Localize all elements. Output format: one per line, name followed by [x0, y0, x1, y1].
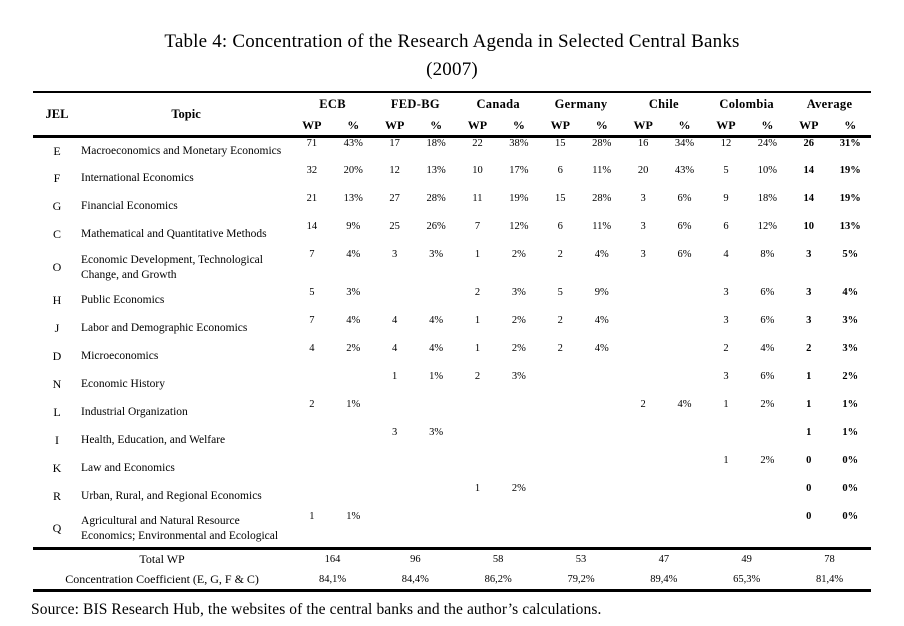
- value-cell: 5%: [842, 248, 859, 260]
- value-cell: [622, 427, 663, 455]
- value-cell: 43%: [343, 138, 363, 150]
- value-cell: 2%: [511, 248, 526, 260]
- header-wp-5: WP: [716, 118, 736, 133]
- value-cell: 6%: [760, 286, 775, 298]
- value-cell: 14: [306, 220, 318, 232]
- header-pct-0: %: [347, 118, 360, 133]
- value-cell: 1: [723, 454, 729, 466]
- value-cell: [664, 371, 705, 399]
- header-pct-3: %: [595, 118, 608, 133]
- header-group-ecb: ECB: [319, 97, 346, 112]
- value-cell: [622, 371, 663, 399]
- topic-label: Labor and Demographic Economics: [81, 322, 248, 335]
- value-cell: 2%: [760, 454, 775, 466]
- value-cell: 3: [723, 370, 729, 382]
- value-cell: 6%: [677, 192, 692, 204]
- value-cell: [581, 427, 622, 455]
- value-cell: 6%: [677, 220, 692, 232]
- value-cell: [415, 399, 456, 427]
- value-cell: 20%: [343, 164, 363, 176]
- table-row-i: [33, 427, 871, 455]
- value-cell: 1%: [346, 398, 361, 410]
- value-cell: [622, 455, 663, 483]
- value-cell: 14: [803, 164, 815, 176]
- value-cell: 2: [557, 314, 563, 326]
- value-cell: 3: [640, 192, 646, 204]
- table-row-d: [33, 343, 871, 371]
- value-cell: 2: [640, 398, 646, 410]
- jel-code: Q: [52, 521, 62, 536]
- value-cell: 2: [557, 248, 563, 260]
- table-title-line1: Table 4: Concentration of the Research Agenda in Selected Central Banks: [164, 31, 740, 52]
- value-cell: [498, 399, 539, 427]
- value-cell: [664, 455, 705, 483]
- value-cell: 14: [803, 192, 815, 204]
- value-cell: 3: [723, 314, 729, 326]
- value-cell: 3: [392, 426, 398, 438]
- value-cell: [540, 455, 581, 483]
- value-cell: 19%: [839, 164, 861, 176]
- jel-code: C: [53, 227, 62, 242]
- value-cell: 2: [723, 342, 729, 354]
- value-cell: 16: [637, 138, 649, 150]
- value-cell: 25: [389, 220, 400, 232]
- value-cell: 1%: [842, 426, 859, 438]
- header-wp-1: WP: [384, 118, 405, 133]
- value-cell: 28%: [426, 192, 446, 204]
- value-cell: 4%: [346, 248, 361, 260]
- value-cell: [498, 511, 539, 549]
- table-row-n: [33, 371, 871, 399]
- research-concentration-table: [33, 91, 871, 592]
- header-group-average: Average: [806, 97, 853, 112]
- value-cell: 10%: [757, 164, 777, 176]
- jel-code: G: [52, 199, 62, 214]
- value-cell: 1%: [842, 398, 859, 410]
- header-wp-6: WP: [799, 118, 819, 133]
- header-row-groups: [33, 92, 871, 116]
- value-cell: [415, 511, 456, 549]
- value-cell: 2%: [511, 482, 526, 494]
- value-cell: [622, 511, 663, 549]
- value-cell: [622, 343, 663, 371]
- concentration-coefficient-row-value: 86,2%: [484, 573, 512, 585]
- value-cell: 18%: [426, 138, 446, 150]
- value-cell: 18%: [757, 192, 777, 204]
- value-cell: 28%: [592, 138, 612, 150]
- value-cell: [705, 483, 746, 511]
- jel-code: L: [53, 405, 61, 420]
- value-cell: [705, 511, 746, 549]
- concentration-coefficient-row-value: 65,3%: [733, 573, 761, 585]
- value-cell: 6: [723, 220, 729, 232]
- value-cell: 1: [309, 510, 315, 522]
- value-cell: 5: [723, 164, 729, 176]
- topic-label: Financial Economics: [81, 200, 178, 213]
- value-cell: 1: [806, 426, 812, 438]
- jel-code: D: [52, 349, 62, 364]
- header-pct-6: %: [844, 118, 857, 133]
- value-cell: 4%: [429, 342, 444, 354]
- value-cell: 10: [472, 164, 483, 176]
- value-cell: 13%: [343, 192, 363, 204]
- value-cell: 6: [557, 164, 563, 176]
- concentration-coefficient-row-label: Concentration Coefficient (E, G, F & C): [65, 571, 259, 586]
- value-cell: [664, 343, 705, 371]
- value-cell: 2%: [511, 314, 526, 326]
- value-cell: 11%: [592, 164, 612, 176]
- header-group-colombia: Colombia: [719, 97, 774, 112]
- header-group-canada: Canada: [476, 97, 520, 112]
- value-cell: 2%: [346, 342, 361, 354]
- value-cell: 1: [723, 398, 729, 410]
- table-title: [0, 0, 904, 83]
- value-cell: [291, 455, 332, 483]
- jel-code: H: [52, 293, 62, 308]
- value-cell: 4%: [677, 398, 692, 410]
- jel-code: N: [52, 377, 62, 392]
- jel-code: I: [55, 433, 59, 448]
- value-cell: [374, 455, 415, 483]
- value-cell: 20: [637, 164, 649, 176]
- jel-code: F: [53, 171, 61, 186]
- value-cell: 6%: [677, 248, 692, 260]
- value-cell: [622, 315, 663, 343]
- jel-code: J: [54, 321, 60, 336]
- header-wp-3: WP: [550, 118, 570, 133]
- value-cell: [747, 511, 788, 549]
- value-cell: 3%: [429, 426, 444, 438]
- value-cell: 34%: [674, 138, 695, 150]
- header-wp-0: WP: [302, 118, 322, 133]
- value-cell: 26%: [426, 220, 446, 232]
- value-cell: 5: [309, 286, 315, 298]
- jel-code: O: [52, 260, 62, 275]
- value-cell: 12: [720, 138, 732, 150]
- value-cell: 6%: [760, 314, 775, 326]
- header-pct-2: %: [512, 118, 525, 133]
- value-cell: 4%: [842, 286, 859, 298]
- topic-label: Agricultural and Natural Resource Economics; Environmental and Ecological: [81, 515, 279, 542]
- value-cell: 9%: [594, 286, 609, 298]
- table-row-g: [33, 193, 871, 221]
- value-cell: [374, 483, 415, 511]
- value-cell: 13%: [426, 164, 446, 176]
- value-cell: 9%: [346, 220, 361, 232]
- value-cell: 4%: [346, 314, 361, 326]
- jel-code: K: [52, 461, 62, 476]
- value-cell: [581, 371, 622, 399]
- table-title-line2: (2007): [426, 58, 478, 80]
- header-wp-4: WP: [633, 118, 653, 133]
- value-cell: 15: [555, 138, 566, 150]
- value-cell: 3: [723, 286, 729, 298]
- value-cell: 2: [557, 342, 563, 354]
- jel-code: E: [53, 143, 61, 158]
- value-cell: 32: [306, 164, 318, 176]
- value-cell: 19%: [839, 192, 861, 204]
- total-wp-row-value: 49: [741, 554, 752, 566]
- value-cell: 1: [806, 370, 812, 382]
- value-cell: [374, 399, 415, 427]
- value-cell: 43%: [674, 164, 695, 176]
- header-group-fed-bg: FED-BG: [390, 97, 440, 112]
- header-group-chile: Chile: [648, 97, 679, 112]
- value-cell: 4: [392, 314, 398, 326]
- value-cell: 11%: [592, 220, 612, 232]
- total-wp-row-value: 96: [410, 554, 421, 566]
- topic-label: Economic Development, Technological Change, and Growth: [81, 254, 263, 281]
- value-cell: 24%: [757, 138, 777, 150]
- topic-label: Microeconomics: [81, 350, 159, 363]
- value-cell: 27: [389, 192, 400, 204]
- value-cell: [498, 455, 539, 483]
- value-cell: [457, 511, 498, 549]
- value-cell: [374, 287, 415, 315]
- value-cell: 10: [803, 220, 815, 232]
- value-cell: [415, 483, 456, 511]
- value-cell: [540, 483, 581, 511]
- value-cell: [291, 371, 332, 399]
- value-cell: 4%: [594, 314, 609, 326]
- table-row-k: [33, 455, 871, 483]
- value-cell: 19%: [509, 192, 529, 204]
- value-cell: 3%: [511, 370, 526, 382]
- value-cell: 8%: [760, 248, 775, 260]
- value-cell: 0: [806, 510, 812, 522]
- value-cell: 13%: [839, 220, 861, 232]
- value-cell: 2: [806, 342, 812, 354]
- value-cell: [581, 399, 622, 427]
- value-cell: 3%: [511, 286, 526, 298]
- total-wp-row-label: Total WP: [139, 552, 185, 567]
- value-cell: 2%: [842, 370, 859, 382]
- value-cell: [291, 483, 332, 511]
- total-wp-row-value: 78: [824, 554, 835, 566]
- value-cell: 2: [474, 286, 481, 298]
- value-cell: 28%: [592, 192, 612, 204]
- total-wp-row-value: 47: [658, 554, 670, 566]
- total-wp-row-value: 58: [492, 554, 504, 566]
- value-cell: [374, 511, 415, 549]
- header-group-germany: Germany: [554, 97, 608, 112]
- concentration-coefficient-row: [33, 570, 871, 591]
- value-cell: 3%: [346, 286, 361, 298]
- concentration-coefficient-row-value: 84,4%: [401, 573, 429, 585]
- table-row-q: [33, 511, 871, 549]
- value-cell: [747, 483, 788, 511]
- value-cell: [705, 427, 746, 455]
- value-cell: [622, 287, 663, 315]
- concentration-coefficient-row-value: 81,4%: [815, 573, 844, 585]
- table-footer: [33, 549, 871, 591]
- table-row-o: [33, 249, 871, 287]
- value-cell: [333, 483, 374, 511]
- value-cell: 0%: [842, 510, 859, 522]
- table-row-c: [33, 221, 871, 249]
- value-cell: [540, 399, 581, 427]
- header-topic: Topic: [171, 106, 201, 121]
- value-cell: 6%: [760, 370, 775, 382]
- value-cell: 0: [806, 482, 812, 494]
- value-cell: 4%: [429, 314, 444, 326]
- value-cell: 71: [306, 138, 318, 150]
- value-cell: 4: [309, 342, 315, 354]
- value-cell: 1: [806, 398, 812, 410]
- topic-label: Industrial Organization: [81, 406, 188, 419]
- value-cell: [581, 483, 622, 511]
- value-cell: 3: [640, 220, 646, 232]
- concentration-coefficient-row-value: 79,2%: [567, 573, 595, 585]
- topic-label: Public Economics: [81, 294, 165, 307]
- value-cell: [540, 427, 581, 455]
- value-cell: [664, 511, 705, 549]
- value-cell: [498, 427, 539, 455]
- value-cell: 21: [306, 192, 318, 204]
- value-cell: [581, 455, 622, 483]
- total-wp-row-value: 53: [575, 554, 587, 566]
- table-header: [33, 92, 871, 137]
- value-cell: [664, 287, 705, 315]
- value-cell: 7: [309, 314, 315, 326]
- table-row-j: [33, 315, 871, 343]
- value-cell: 12: [389, 164, 400, 176]
- table-row-r: [33, 483, 871, 511]
- value-cell: 9: [723, 192, 729, 204]
- value-cell: [747, 427, 788, 455]
- value-cell: 15: [555, 192, 566, 204]
- total-wp-row: [33, 549, 871, 570]
- value-cell: 3: [640, 248, 646, 260]
- topic-label: Mathematical and Quantitative Methods: [81, 228, 267, 241]
- header-pct-5: %: [761, 118, 774, 133]
- value-cell: 2%: [511, 342, 526, 354]
- value-cell: [540, 371, 581, 399]
- value-cell: [333, 455, 374, 483]
- header-jel: JEL: [45, 106, 69, 121]
- value-cell: 11: [472, 192, 483, 204]
- value-cell: 2: [309, 398, 315, 410]
- value-cell: [581, 511, 622, 549]
- header-pct-4: %: [678, 118, 691, 133]
- value-cell: 12%: [757, 220, 777, 232]
- value-cell: [622, 483, 663, 511]
- jel-code: R: [53, 489, 62, 504]
- value-cell: [457, 427, 498, 455]
- value-cell: 26: [803, 138, 815, 150]
- value-cell: [291, 427, 332, 455]
- value-cell: [457, 399, 498, 427]
- value-cell: 1: [474, 314, 481, 326]
- concentration-coefficient-row-value: 84,1%: [318, 573, 347, 585]
- value-cell: 31%: [839, 138, 861, 150]
- value-cell: 22: [472, 138, 483, 150]
- value-cell: [333, 371, 374, 399]
- value-cell: 7: [474, 220, 481, 232]
- value-cell: [333, 427, 374, 455]
- table-row-e: [33, 137, 871, 165]
- value-cell: 3%: [842, 314, 859, 326]
- value-cell: 0: [806, 454, 812, 466]
- concentration-coefficient-row-value: 89,4%: [650, 573, 678, 585]
- value-cell: 4%: [594, 342, 609, 354]
- value-cell: 2: [474, 370, 481, 382]
- value-cell: [540, 511, 581, 549]
- value-cell: 1%: [429, 370, 444, 382]
- value-cell: [664, 315, 705, 343]
- value-cell: 6: [557, 220, 563, 232]
- value-cell: 17%: [509, 164, 529, 176]
- value-cell: 4%: [594, 248, 609, 260]
- topic-label: Economic History: [81, 378, 166, 391]
- table-body: [33, 137, 871, 549]
- value-cell: 1: [474, 248, 481, 260]
- value-cell: 4%: [760, 342, 775, 354]
- topic-label: International Economics: [81, 172, 194, 185]
- topic-label: Urban, Rural, and Regional Economics: [81, 490, 262, 503]
- value-cell: 3: [806, 286, 812, 298]
- value-cell: 1: [392, 370, 398, 382]
- value-cell: 4: [723, 248, 729, 260]
- value-cell: [664, 483, 705, 511]
- value-cell: [415, 287, 456, 315]
- value-cell: 4: [392, 342, 398, 354]
- value-cell: 0%: [842, 482, 859, 494]
- value-cell: 3: [806, 314, 812, 326]
- topic-label: Health, Education, and Welfare: [81, 434, 226, 447]
- value-cell: 1%: [346, 510, 361, 522]
- value-cell: 3: [806, 248, 812, 260]
- total-wp-row-value: 164: [324, 554, 341, 566]
- value-cell: 1: [474, 482, 481, 494]
- value-cell: [415, 455, 456, 483]
- value-cell: 3%: [842, 342, 859, 354]
- value-cell: 1: [474, 342, 481, 354]
- value-cell: 38%: [509, 138, 529, 150]
- value-cell: 3: [392, 248, 398, 260]
- table-row-l: [33, 399, 871, 427]
- value-cell: 2%: [760, 398, 775, 410]
- value-cell: 12%: [509, 220, 529, 232]
- topic-label: Law and Economics: [81, 462, 175, 475]
- value-cell: 5: [557, 286, 563, 298]
- value-cell: 17: [389, 138, 400, 150]
- table-row-h: [33, 287, 871, 315]
- header-wp-2: WP: [467, 118, 488, 133]
- source-note: Source: BIS Research Hub, the websites of the central banks and the author’s calculations.: [31, 601, 602, 619]
- value-cell: 0%: [842, 454, 859, 466]
- value-cell: [664, 427, 705, 455]
- table-row-f: [33, 165, 871, 193]
- topic-label: Macroeconomics and Monetary Economics: [81, 145, 282, 158]
- value-cell: 3%: [429, 248, 444, 260]
- value-cell: [457, 455, 498, 483]
- header-pct-1: %: [430, 118, 443, 133]
- value-cell: 7: [309, 248, 315, 260]
